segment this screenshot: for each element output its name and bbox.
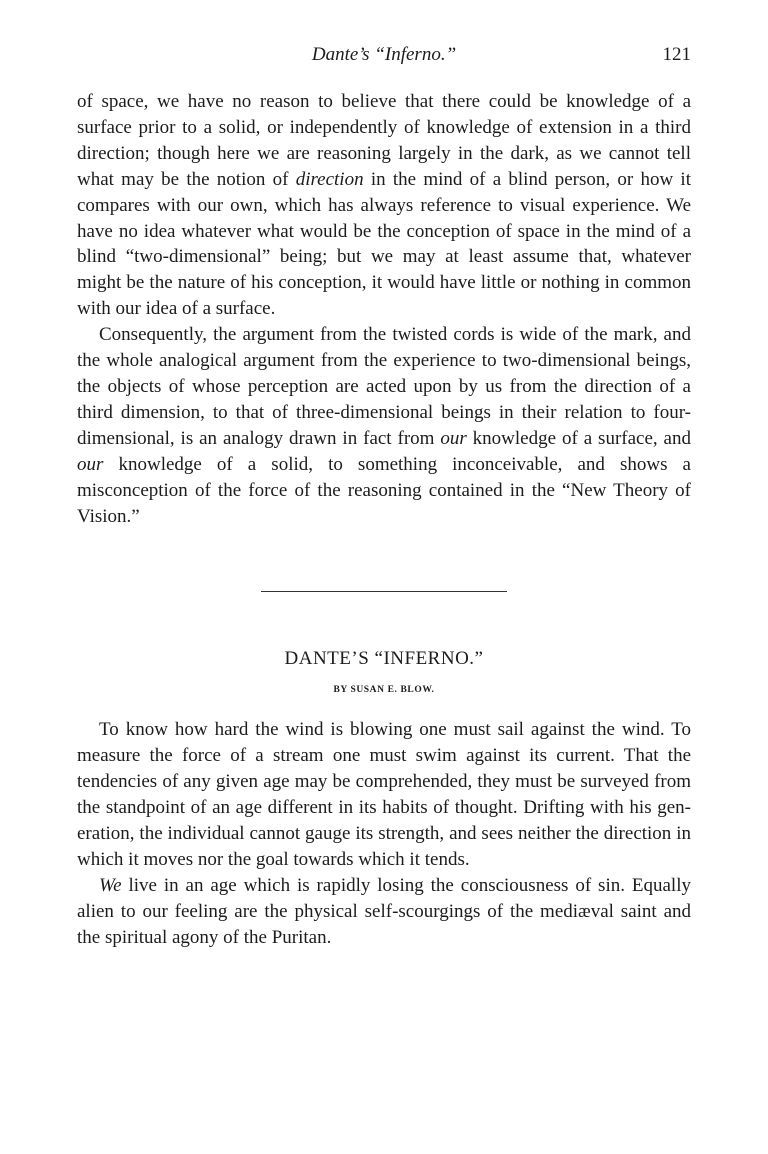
italic-text: We: [99, 874, 122, 896]
paragraph: [77, 322, 691, 529]
article-title: DANTE’S “INFERNO.”: [284, 648, 484, 670]
text-run: in the mind of a blind person, or how it compares with our own, which has always reference to visual experience. We have no idea whatever what would be the conception of space in the mind of a blind “two-dimensional” being; but we may at least assume that, whatever might be the nature of his conception, it would have little or nothing in common with our idea of a surface.: [77, 168, 691, 320]
book-page: [77, 44, 691, 951]
text-run: Consequently, the argument from the twisted cords is wide of the mark, and the whole analogical argument from the experience to two-dimensional beings, the objects of whose perception are acted upon by us from the direction of a third dimension, to that of three-dimensional beings in their relation to four-dimensional, is an analogy drawn in fact from: [77, 324, 691, 449]
article-body: [77, 717, 691, 950]
text-run: To know how hard the wind is blowing one must sail against the wind. To measure the force of a stream one must swim against its current. That the tendencies of any given age may be comprehended, they must be surveyed from the standpoint of an age different in its habits of thought. Drifting with his generation, the individual cannot gauge its strength, and sees neither the direction in which it moves nor the goal towards which it tends.: [77, 719, 691, 870]
running-title: Dante’s “Inferno.”: [311, 44, 457, 65]
article-byline: BY SUSAN E. BLOW.: [333, 685, 435, 696]
previous-article-body: [77, 89, 691, 529]
italic-text: our: [440, 427, 467, 449]
text-run: of space, we have no reason to believe that there could be knowledge of a surface prior to a solid, or independently of knowledge of extension in a third direction; though here we are reasoning largely in the dark, as we cannot tell what may be the notion of: [77, 91, 691, 190]
text-run: knowledge of a surface, and: [466, 427, 691, 449]
paragraph: [77, 717, 691, 872]
text-run: live in an age which is rapidly losing the consciousness of sin. Equally alien to our feeling are the physical self-scourgings of the mediæval saint and the spiritual agony of the Puritan.: [77, 874, 691, 948]
page-number: 121: [662, 44, 691, 65]
text-run: knowledge of a solid, to something inconceivable, and shows a misconception of the force of the reasoning contained in the “New Theory of Vision.”: [77, 453, 691, 527]
paragraph: [77, 89, 691, 322]
running-head: [77, 44, 691, 76]
italic-text: our: [77, 453, 104, 475]
paragraph: [77, 873, 691, 951]
italic-text: direction: [295, 168, 364, 190]
section-divider: [261, 591, 507, 592]
